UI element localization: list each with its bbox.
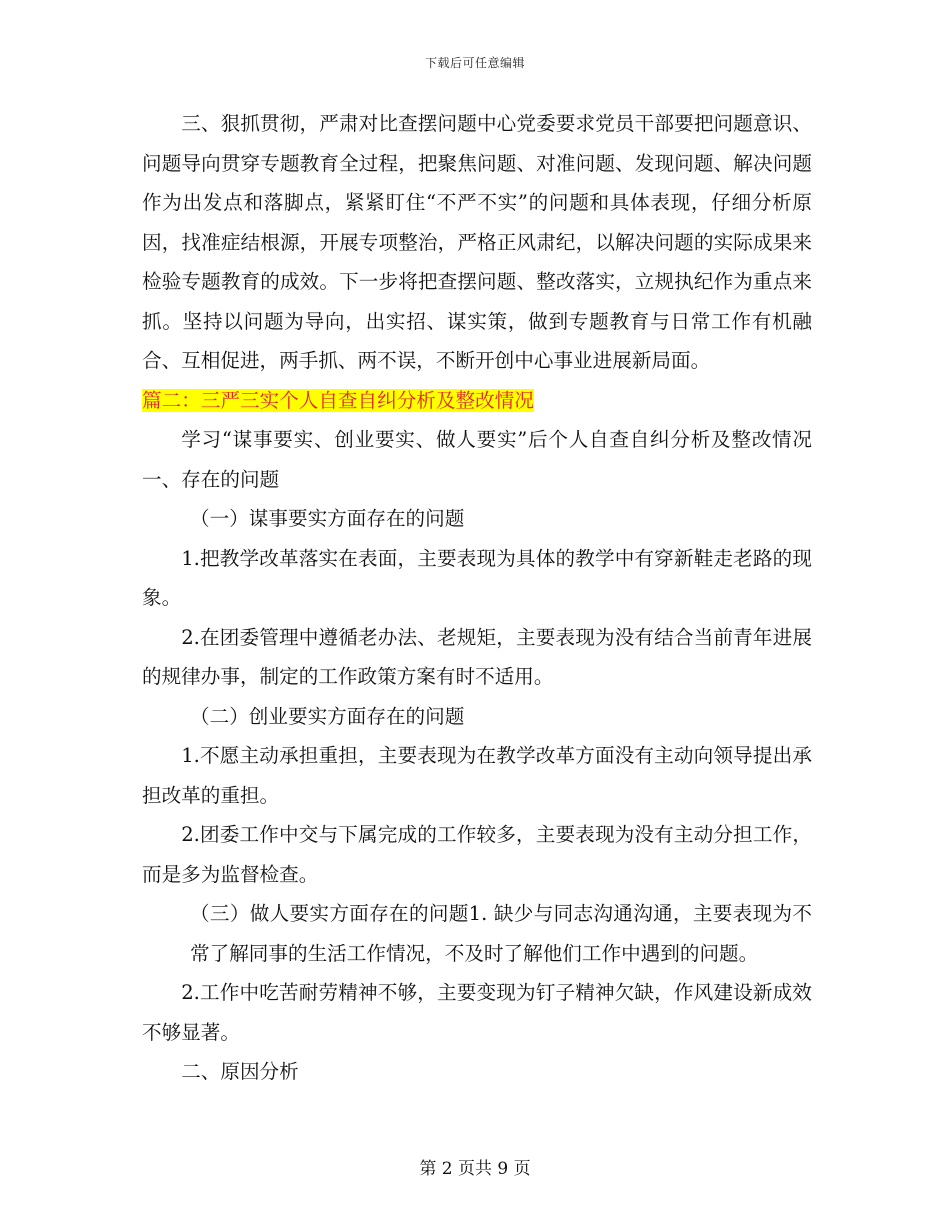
list-item-planning-1: 1.把教学改革落实在表面，主要表现为具体的教学中有穿新鞋走老路的现象。 — [142, 546, 812, 609]
page-number: 第 2 页共 9 页 — [419, 1159, 531, 1179]
paragraph-rectification: 三、狠抓贯彻，严肃对比查摆问题中心党委要求党员干部要把问题意识、问题导向贯穿专题教育全过程，把聚焦问题、对准问题、发现问题、解决问题作为出发点和落脚点，紧紧盯住“不严不实”的问题和具体表现，仔细分析原因，找准症结根源，开展专项整治，严格正风肃纪，以解决问题的实际成果来检验专题教育的成效。下一步将把查摆问题、整改落实，立规执纪作为重点来抓。坚持以问题为导向，出实招、谋实策，做到专题教育与日常工作有机融合、互相促进，两手抓、两不误，不断开创中心事业进展新局面。 — [142, 112, 812, 372]
document-body — [142, 104, 812, 1092]
subheading-planning: （一）谋事要实方面存在的问题 — [190, 507, 465, 530]
section-title — [142, 381, 812, 421]
subheading-enterprise: （二）创业要实方面存在的问题 — [190, 704, 465, 728]
list-item-conduct-2: 2.工作中吃苦耐劳精神不够，主要变现为钉子精神欠缺，作风建设新成效不够显著。 — [142, 981, 812, 1044]
header-note: 下载后可任意编辑 — [424, 56, 525, 70]
heading-cause-analysis: 二、原因分析 — [181, 1060, 299, 1083]
paragraph-intro: 学习“谋事要实、创业要实、做人要实”后个人自查自纠分析及整改情况一、存在的问题 — [142, 428, 812, 491]
list-item-enterprise-1: 1.不愿主动承担重担，主要表现为在教学改革方面没有主动向领导提出承担改革的重担。 — [142, 744, 812, 807]
list-item-planning-2: 2.在团委管理中遵循老办法、老规矩，主要表现为没有结合当前青年进展的规律办事，制定的工作政策方案有时不适用。 — [142, 625, 812, 688]
list-item-enterprise-2: 2.团委工作中交与下属完成的工作较多，主要表现为没有主动分担工作，而是多为监督检查。 — [142, 823, 812, 886]
section-title-text: 篇二：三严三实个人自查自纠分析及整改情况 — [142, 388, 534, 412]
subheading-conduct: （三）做人要实方面存在的问题1. 缺少与同志沟通沟通，主要表现为不常了解同事的生活工作情况，不及时了解他们工作中遇到的问题。 — [190, 902, 812, 965]
